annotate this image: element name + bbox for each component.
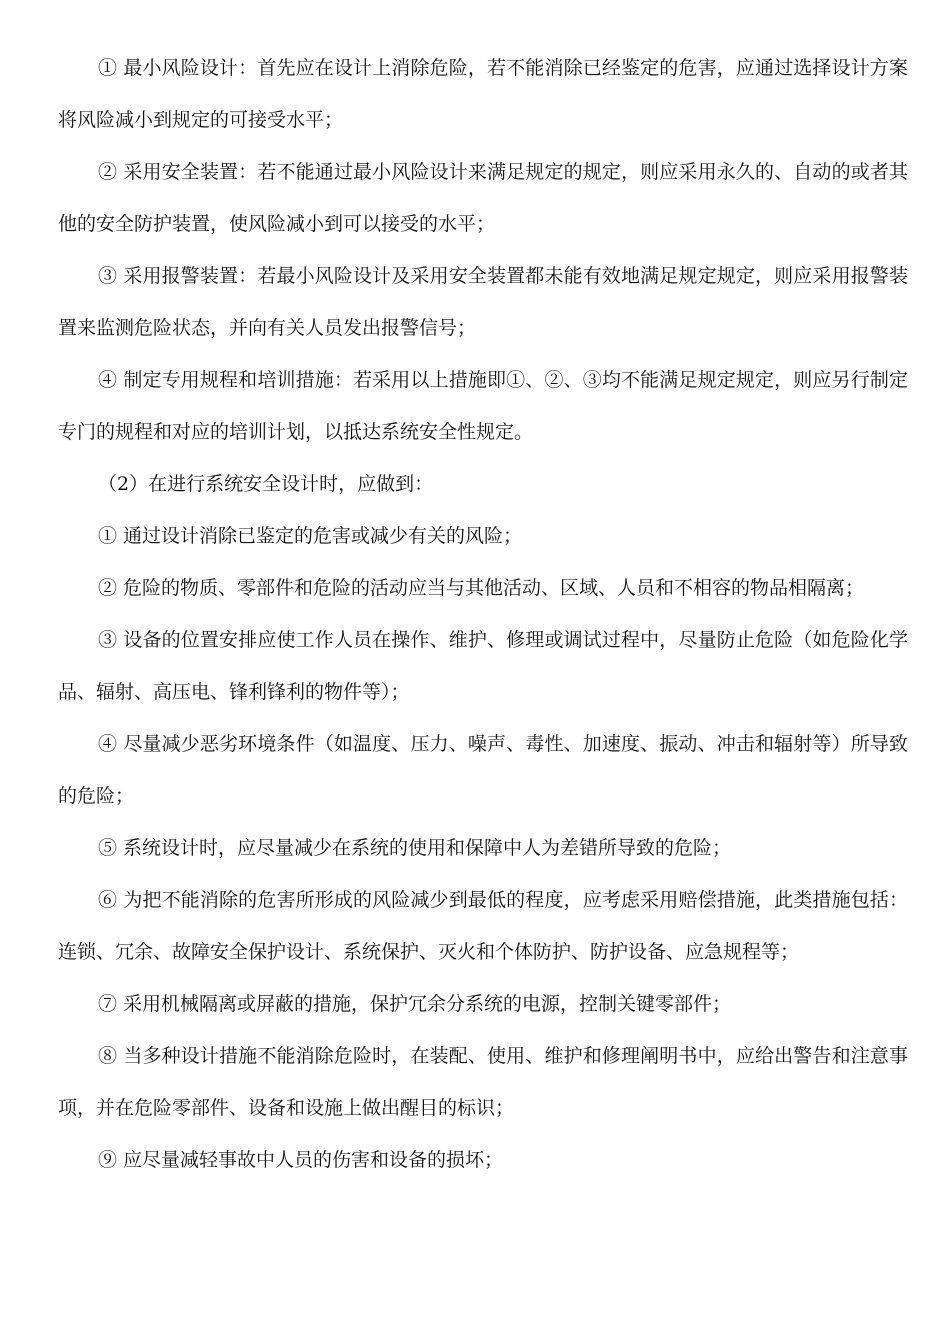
list-item-7: ⑦ 采用机械隔离或屏蔽的措施，保护冗余分系统的电源，控制关键零部件； [98,993,732,1015]
section-heading-2: （2）在进行系统安全设计时，应做到： [98,473,434,495]
list-item-4: ④ 尽量减少恶劣环境条件（如温度、压力、噪声、毒性、加速度、振动、冲击和辐射等）所导致的危险； [58,733,908,807]
paragraph-safety-devices: ② 采用安全装置：若不能通过最小风险设计来满足规定的规定，则应采用永久的、自动的或者其他的安全防护装置，使风险减小到可以接受的水平； [58,161,908,235]
paragraph-min-risk-design: ① 最小风险设计：首先应在设计上消除危险，若不能消除已经鉴定的危害，应通过选择设计方案将风险减小到规定的可接受水平； [58,57,908,131]
list-item-8: ⑧ 当多种设计措施不能消除危险时，在装配、使用、维护和修理阐明书中，应给出警告和注意事项，并在危险零部件、设备和设施上做出醒目的标识； [58,1045,908,1119]
list-item-5: ⑤ 系统设计时，应尽量减少在系统的使用和保障中人为差错所导致的危险； [98,837,732,859]
list-item-3: ③ 设备的位置安排应使工作人员在操作、维护、修理或调试过程中，尽量防止危险（如危险化学品、辐射、高压电、锋利锋利的物件等）； [58,629,908,703]
paragraph-alarm-devices: ③ 采用报警装置：若最小风险设计及采用安全装置都未能有效地满足规定规定，则应采用报警装置来监测危险状态，并向有关人员发出报警信号； [58,265,908,339]
list-item-1: ① 通过设计消除已鉴定的危害或减少有关的风险； [98,525,523,547]
paragraph-procedures-training: ④ 制定专用规程和培训措施：若采用以上措施即①、②、③均不能满足规定规定，则应另行制定专门的规程和对应的培训计划，以抵达系统安全性规定。 [58,369,908,443]
document-body [58,42,908,1186]
list-item-6: ⑥ 为把不能消除的危害所形成的风险减少到最低的程度，应考虑采用赔偿措施，此类措施包括：连锁、冗余、故障安全保护设计、系统保护、灭火和个体防护、防护设备、应急规程等； [58,889,908,963]
list-item-2: ② 危险的物质、零部件和危险的活动应当与其他活动、区域、人员和不相容的物品相隔离； [98,577,865,599]
list-item-9: ⑨ 应尽量减轻事故中人员的伤害和设备的损坏； [98,1149,504,1171]
